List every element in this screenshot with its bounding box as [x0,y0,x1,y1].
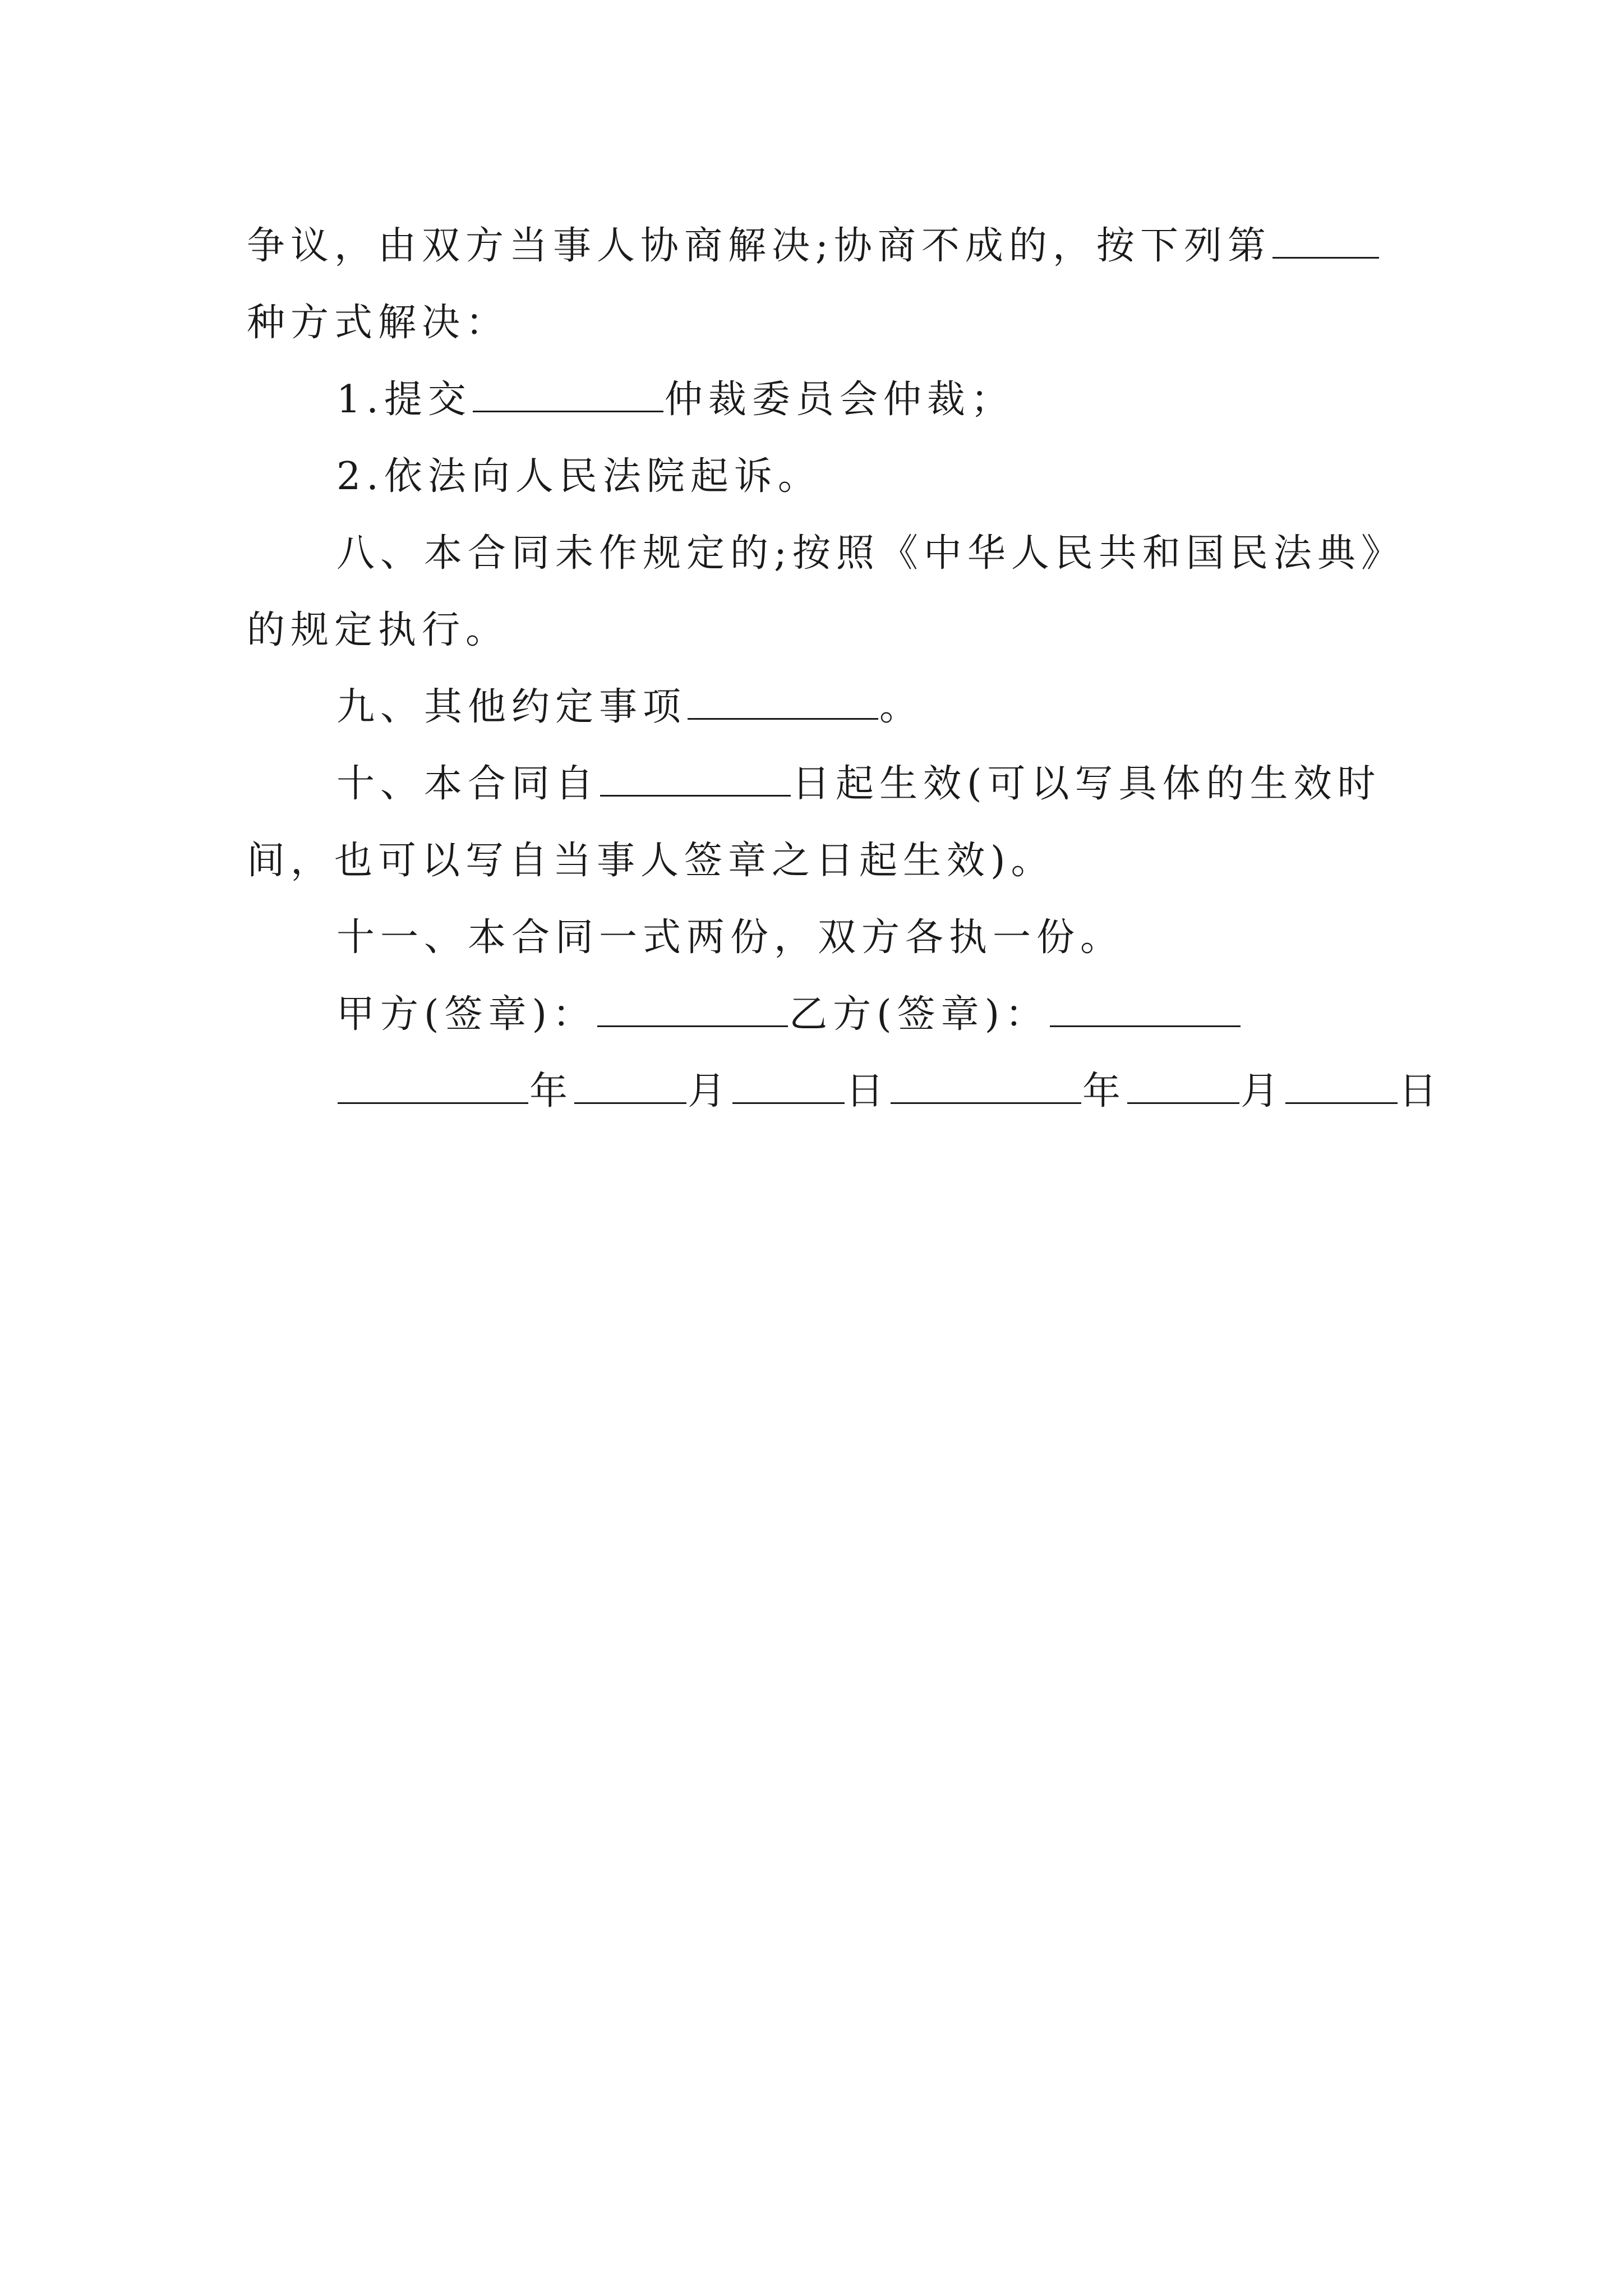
dispute-text-cont: 种方式解决： [247,301,510,345]
party-a-year-blank[interactable] [338,1071,528,1104]
clause-ten-text-cont: 间，也可以写自当事人签章之日起生效)。 [247,839,1055,883]
effective-date-blank[interactable] [600,763,791,797]
party-b-year-label: 年 [1082,1069,1127,1114]
clause-nine-post: 。 [879,685,924,729]
other-terms-blank[interactable] [688,687,878,720]
paragraph-dispute-line-2 [247,284,1413,361]
party-b-month-label: 月 [1241,1069,1285,1114]
party-b-month-blank[interactable] [1127,1071,1239,1104]
option-litigation [247,438,1413,515]
party-a-signature-blank[interactable] [597,994,788,1027]
clause-nine-pre: 九、其他约定事项 [336,685,687,729]
clause-eight-text-cont: 的规定执行。 [247,608,510,652]
party-b-label: 乙方(签章)： [789,992,1049,1037]
arbitration-post: 仲裁委员会仲裁； [664,378,1015,422]
clause-ten-pre: 十、本合同自 [336,762,600,806]
litigation-text: 2.依法向人民法院起诉。 [336,454,822,499]
party-a-month-blank[interactable] [574,1071,686,1104]
resolution-method-blank[interactable] [1272,226,1379,259]
clause-ten-line-1 [247,746,1413,822]
clause-eight-line-2 [247,592,1413,669]
dispute-text: 争议，由双方当事人协商解决;协商不成的，按下列第 [247,224,1271,268]
signature-line [247,976,1413,1053]
clause-ten-line-2 [247,822,1413,899]
arbitration-pre: 1.提交 [336,378,472,422]
party-a-day-label: 日 [846,1069,890,1114]
clause-ten-post: 日起生效(可以写具体的生效时 [792,762,1381,806]
party-a-day-blank[interactable] [732,1071,845,1104]
arbitration-committee-blank[interactable] [473,379,663,412]
paragraph-dispute-line-1 [247,208,1413,284]
clause-eleven [247,899,1413,976]
party-b-signature-blank[interactable] [1050,994,1241,1027]
date-line [247,1053,1443,1130]
party-b-day-label: 日 [1399,1069,1443,1114]
option-arbitration [247,361,1413,438]
party-a-month-label: 月 [688,1069,732,1114]
clause-eight-text: 八、本合同未作规定的;按照《中华人民共和国民法典》 [336,531,1405,576]
clause-nine [247,669,1413,746]
party-b-year-blank[interactable] [891,1071,1081,1104]
party-b-day-blank[interactable] [1285,1071,1398,1104]
party-a-label: 甲方(签章)： [336,992,597,1037]
clause-eleven-text: 十一、本合同一式两份，双方各执一份。 [336,915,1124,960]
party-a-year-label: 年 [529,1069,574,1114]
contract-body [247,208,1443,1130]
clause-eight-line-1 [247,515,1413,592]
